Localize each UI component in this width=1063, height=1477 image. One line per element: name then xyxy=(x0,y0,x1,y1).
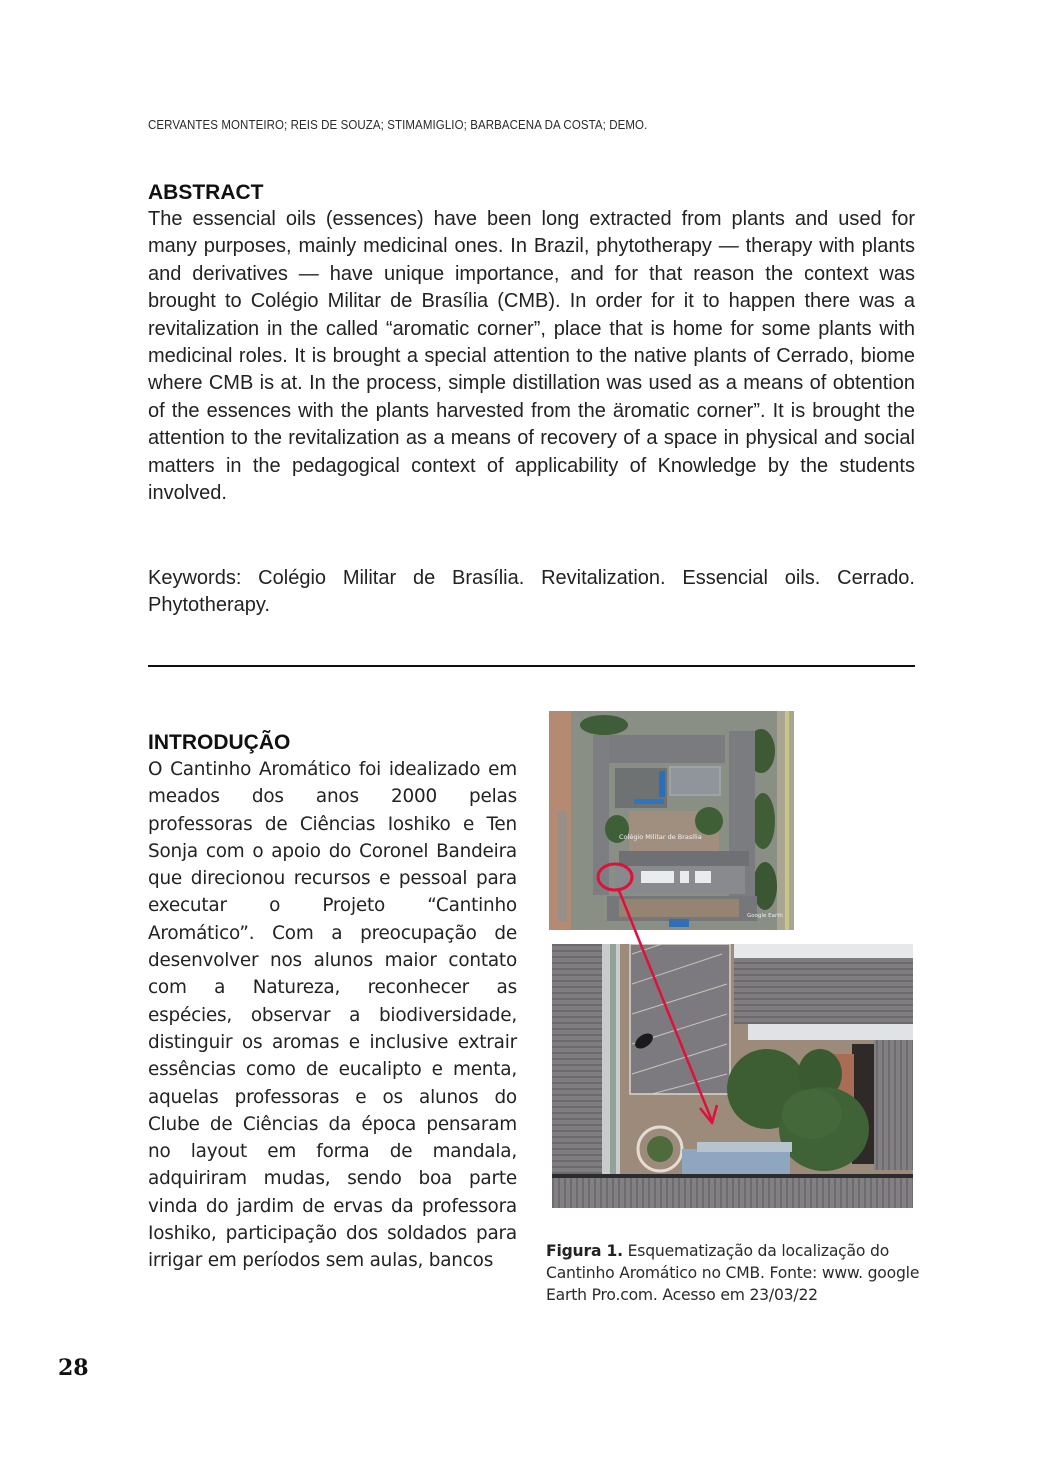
page-number: 28 xyxy=(58,1355,89,1381)
map-watermark: Google Earth xyxy=(747,913,783,919)
section-divider xyxy=(148,665,915,667)
figure-aerial-overview-image xyxy=(549,711,794,930)
map-place-label: Colégio Militar de Brasília xyxy=(619,833,702,841)
introduction-body: O Cantinho Aromático foi idealizado em meados dos anos 2000 pelas professoras de Ciências Ioshiko e Ten Sonja com o apoio do Coronel Bandeira que direcionou recursos e pessoal para executar o Projeto “Cantinho Aromático”. Com a preocupação de desenvolver nos alunos maior contato com a Natureza, reconhecer as espécies, observar a biodiversidade, distinguir os aromas e inclusive extrair essências como de eucalipto e menta, aquelas professoras e os alunos do Clube de Ciências da época pensaram no layout em forma de mandala, adquiriram mudas, sendo boa parte vinda do jardim de ervas da professora Ioshiko, participação dos soldados para irrigar em períodos sem aulas, bancos xyxy=(148,759,517,1272)
running-head-authors: CERVANTES MONTEIRO; REIS DE SOUZA; STIMAMIGLIO; BARBACENA DA COSTA; DEMO. xyxy=(148,118,648,132)
figure-caption xyxy=(546,1240,921,1306)
abstract-heading: ABSTRACT xyxy=(148,181,264,204)
figure-caption-text: Esquematização da localização do Cantinho Aromático no CMB. Fonte: www. google Earth Pro.com. Acesso em 23/03/22 xyxy=(546,1242,920,1304)
figure-aerial-detail-image xyxy=(552,944,913,1208)
abstract-body: The essencial oils (essences) have been long extracted from plants and used for many purposes, mainly medicinal ones. In Brazil, phytotherapy — therapy with plants and derivatives — have unique importance, and for that reason the context was brought to Colégio Militar de Brasília (CMB). In order for it to happen there was a revitalization in the called “aromatic corner”, place that is home for some plants with medicinal roles. It is brought a special attention to the native plants of Cerrado, biome where CMB is at. In the process, simple distillation was used as a means of obtention of the essences with the plants harvested from the äromatic corner”. It is brought the attention to the revitalization as a means of recovery of a space in physical and social matters in the pedagogical context of applicability of Knowledge by the students involved. xyxy=(148,208,915,505)
abstract-section xyxy=(148,180,915,507)
abstract-keywords: Keywords: Colégio Militar de Brasília. Revitalization. Essencial oils. Cerrado. Phytotherapy. xyxy=(148,567,915,617)
introduction-heading: INTRODUÇÃO xyxy=(148,731,291,754)
figure-label: Figura 1. xyxy=(546,1242,623,1260)
introduction-section xyxy=(148,730,517,1275)
